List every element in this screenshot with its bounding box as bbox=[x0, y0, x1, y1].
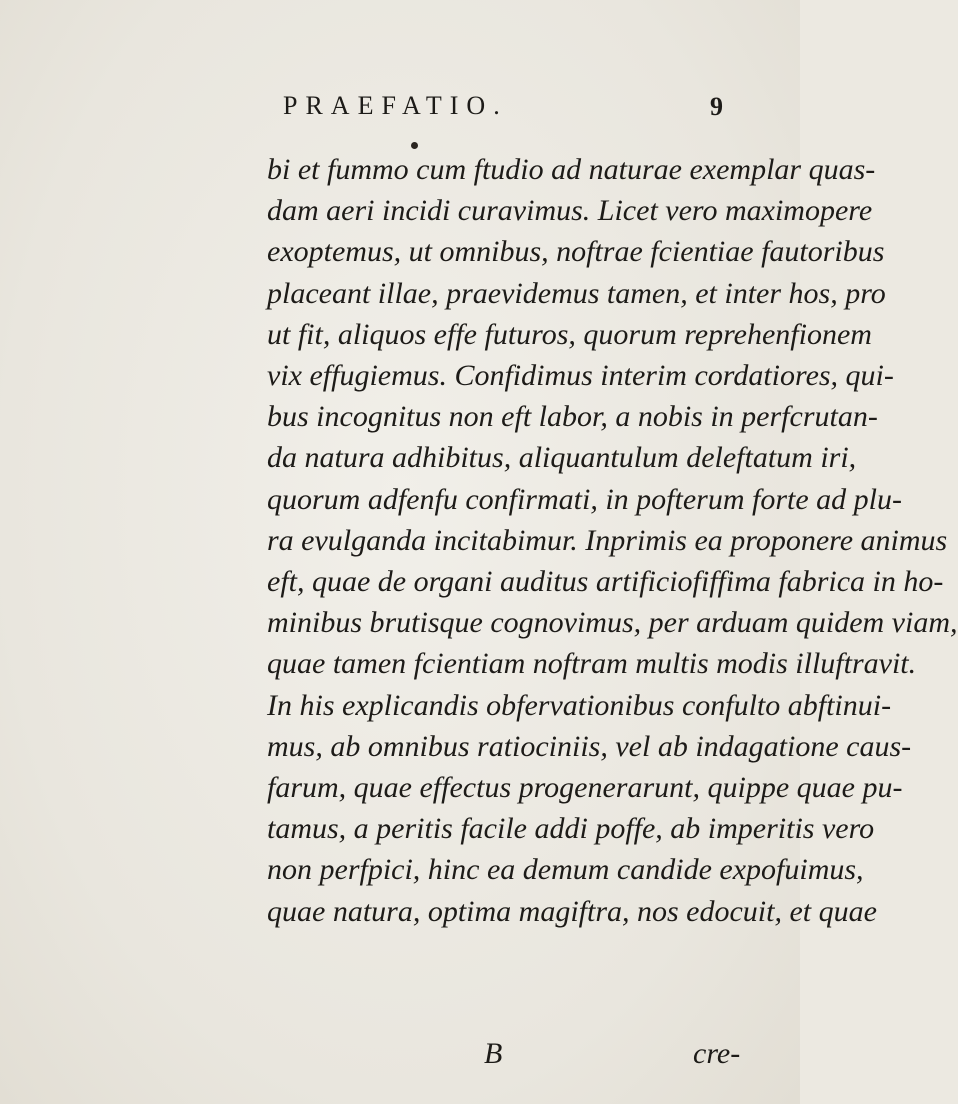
text-line: bi et fummo cum ftudio ad naturae exemplar quas- bbox=[267, 153, 876, 186]
ink-speck-icon bbox=[411, 142, 418, 149]
text-line: exoptemus, ut omnibus, noftrae fcientiae fautoribus bbox=[267, 235, 885, 269]
text-line: quae natura, optima magiftra, nos edocuit, et quae bbox=[267, 894, 877, 928]
body-text bbox=[267, 149, 958, 932]
text-line: placeant illae, praevidemus tamen, et inter hos, pro bbox=[267, 276, 886, 310]
text-line: non perfpici, hinc ea demum candide expofuimus, bbox=[267, 853, 864, 887]
text-line: quorum adfenfu confirmati, in pofterum forte ad plu- bbox=[267, 482, 902, 516]
running-title: PRAEFATIO. bbox=[283, 91, 508, 120]
text-line: In his explicandis obfervationibus confulto abftinui- bbox=[267, 688, 892, 722]
text-line: quae tamen fcientiam noftram multis modis illuftravit. bbox=[267, 647, 917, 681]
text-line: tamus, a peritis facile addi poffe, ab imperitis vero bbox=[267, 812, 875, 846]
text-line: eft, quae de organi auditus artificiofiffima fabrica in ho- bbox=[267, 565, 944, 599]
text-line: dam aeri incidi curavimus. Licet vero maximopere bbox=[267, 194, 873, 228]
text-line: bus incognitus non eft labor, a nobis in perfcrutan- bbox=[267, 400, 878, 434]
text-line: farum, quae effectus progenerarunt, quippe quae pu- bbox=[267, 771, 903, 805]
catchword: cre- bbox=[693, 1037, 741, 1070]
text-line: ra evulganda incitabimur. Inprimis ea proponere animus bbox=[267, 523, 948, 557]
catchline bbox=[0, 1037, 800, 1077]
text-line: da natura adhibitus, aliquantulum deleftatum iri, bbox=[267, 441, 857, 475]
signature-mark: B bbox=[484, 1037, 503, 1070]
page-number: 9 bbox=[710, 92, 723, 121]
text-line: vix effugiemus. Confidimus interim cordatiores, qui- bbox=[267, 359, 894, 393]
text-line: mus, ab omnibus ratiociniis, vel ab indagatione caus- bbox=[267, 729, 912, 763]
text-line: minibus brutisque cognovimus, per arduam quidem viam, bbox=[267, 606, 958, 640]
text-line: ut fit, aliquos effe futuros, quorum reprehenfionem bbox=[267, 317, 872, 351]
